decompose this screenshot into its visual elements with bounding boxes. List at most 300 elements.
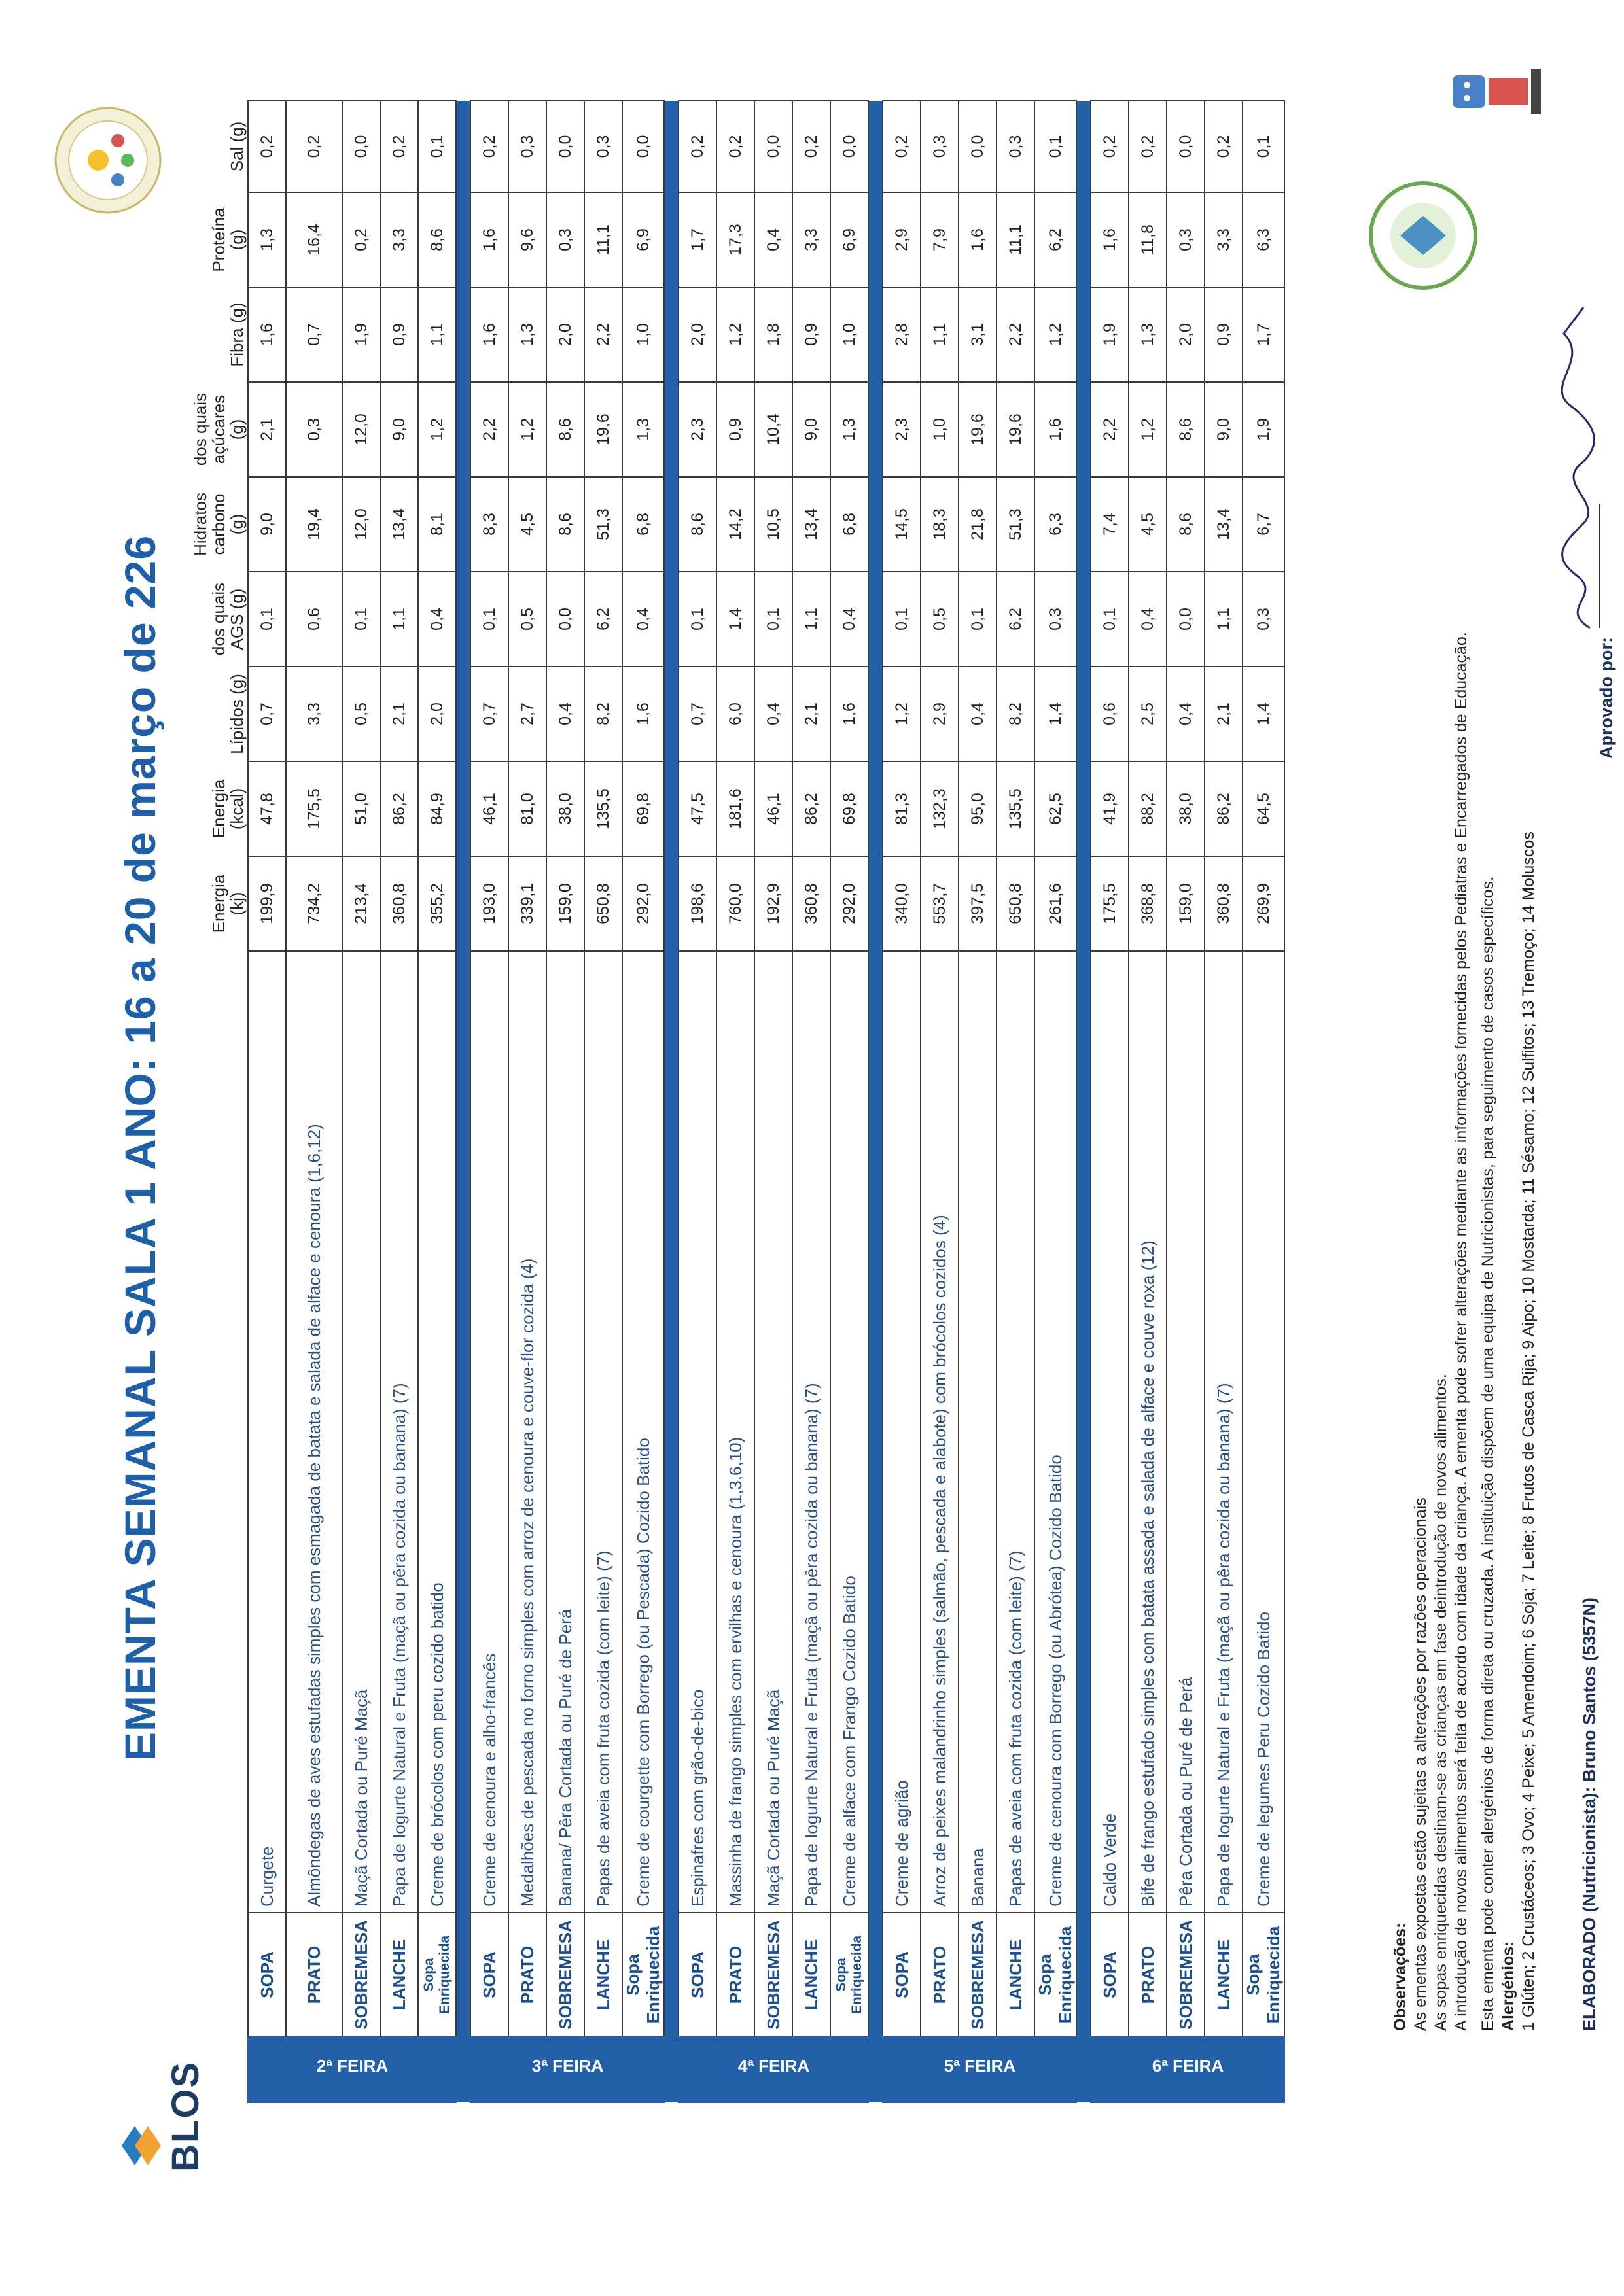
meal-description: Creme de courgette com Borrego (ou Pescada) Cozido Batido bbox=[622, 951, 664, 1913]
nutrient-value: 64,5 bbox=[1243, 761, 1284, 856]
table-row bbox=[679, 101, 716, 2102]
nutrient-value: 2,5 bbox=[1129, 667, 1167, 761]
nutrient-value: 0,0 bbox=[546, 572, 584, 667]
nutrient-value: 0,9 bbox=[380, 287, 418, 382]
nutrient-value: 1,2 bbox=[418, 382, 456, 477]
nutrient-value: 159,0 bbox=[546, 856, 584, 951]
nutrient-value: 650,8 bbox=[584, 856, 622, 951]
nutrient-value: 1,1 bbox=[921, 287, 959, 382]
nutrient-value: 213,4 bbox=[342, 856, 380, 951]
nutrient-value: 0,1 bbox=[754, 572, 792, 667]
nutrient-value: 9,0 bbox=[792, 382, 830, 477]
nutrient-value: 1,3 bbox=[248, 192, 286, 287]
nutrient-value: 13,4 bbox=[380, 477, 418, 572]
nutrient-value: 6,9 bbox=[830, 192, 868, 287]
nutrient-value: 0,3 bbox=[921, 101, 959, 192]
nutrient-value: 1,1 bbox=[1205, 572, 1243, 667]
nutrient-value: 86,2 bbox=[380, 761, 418, 856]
table-row bbox=[584, 101, 622, 2102]
nutrient-value: 12,0 bbox=[342, 477, 380, 572]
nutrient-value: 269,9 bbox=[1243, 856, 1284, 951]
nutrient-value: 8,6 bbox=[1167, 477, 1205, 572]
table-row bbox=[546, 101, 584, 2102]
nutrient-value: 12,0 bbox=[342, 382, 380, 477]
nutrient-value: 0,0 bbox=[546, 101, 584, 192]
meal-type: LANCHE bbox=[1205, 1913, 1243, 2037]
nutrient-value: 69,8 bbox=[830, 761, 868, 856]
col-header: Fibra (g) bbox=[227, 302, 247, 367]
nutrient-value: 1,6 bbox=[1091, 192, 1129, 287]
meal-description: Curgete bbox=[248, 951, 286, 1913]
meal-type: Sopa Enriquecida bbox=[1034, 1913, 1076, 2037]
nutrient-value: 11,8 bbox=[1129, 192, 1167, 287]
nutrient-value: 1,2 bbox=[1129, 382, 1167, 477]
meal-description: Papa de Iogurte Natural e Fruta (maçã ou pêra cozida ou banana) (7) bbox=[380, 951, 418, 1913]
table-row bbox=[248, 101, 286, 2102]
meal-type: PRATO bbox=[921, 1913, 959, 2037]
nutrient-value: 0,4 bbox=[1129, 572, 1167, 667]
table-row bbox=[830, 101, 868, 2102]
nutrient-value: 0,7 bbox=[470, 667, 508, 761]
col-header: dos quais açúcares (g) bbox=[190, 392, 247, 466]
nutrient-value: 1,6 bbox=[830, 667, 868, 761]
nutrient-value: 0,3 bbox=[1034, 572, 1076, 667]
nutrient-value: 0,1 bbox=[1243, 101, 1284, 192]
nutrient-value: 159,0 bbox=[1167, 856, 1205, 951]
nutrient-value: 1,4 bbox=[1034, 667, 1076, 761]
nutrient-value: 13,4 bbox=[1205, 477, 1243, 572]
nutrient-value: 175,5 bbox=[286, 761, 342, 856]
meal-type: SOBREMESA bbox=[1167, 1913, 1205, 2037]
nutrient-value: 0,1 bbox=[679, 572, 716, 667]
nutrient-value: 0,1 bbox=[959, 572, 997, 667]
table-row bbox=[959, 101, 997, 2102]
table-row bbox=[380, 101, 418, 2102]
nutrient-value: 8,2 bbox=[997, 667, 1034, 761]
mascot-icon bbox=[1439, 52, 1570, 131]
notes-heading: Observações: bbox=[1391, 1922, 1409, 2031]
nutrient-value: 19,6 bbox=[997, 382, 1034, 477]
nutrient-value: 6,7 bbox=[1243, 477, 1284, 572]
nutrient-value: 69,8 bbox=[622, 761, 664, 856]
nutrient-value: 2,1 bbox=[792, 667, 830, 761]
nutrient-value: 0,2 bbox=[716, 101, 754, 192]
nutrient-value: 84,9 bbox=[418, 761, 456, 856]
nutrient-value: 0,7 bbox=[248, 667, 286, 761]
nutrient-value: 6,8 bbox=[830, 477, 868, 572]
nutrient-value: 2,1 bbox=[248, 382, 286, 477]
table-row bbox=[1167, 101, 1205, 2102]
table-row bbox=[1243, 101, 1284, 2102]
day-separator bbox=[664, 101, 679, 2102]
nutrient-value: 38,0 bbox=[1167, 761, 1205, 856]
nutrient-value: 734,2 bbox=[286, 856, 342, 951]
col-header: Sal (g) bbox=[227, 121, 247, 172]
nutrient-value: 0,3 bbox=[1243, 572, 1284, 667]
nutrient-value: 0,9 bbox=[792, 287, 830, 382]
meal-type: LANCHE bbox=[584, 1913, 622, 2037]
nutrient-value: 132,3 bbox=[921, 761, 959, 856]
nutrient-value: 397,5 bbox=[959, 856, 997, 951]
nutrient-value: 1,1 bbox=[380, 572, 418, 667]
nutrient-value: 10,5 bbox=[754, 477, 792, 572]
nutrient-value: 0,1 bbox=[1034, 101, 1076, 192]
meal-description: Creme de agrião bbox=[883, 951, 921, 1913]
nutrient-value: 2,0 bbox=[418, 667, 456, 761]
meal-description: Papas de aveia com fruta cozida (com leite) (7) bbox=[997, 951, 1034, 1913]
nutrient-value: 0,2 bbox=[792, 101, 830, 192]
nutrient-value: 0,7 bbox=[679, 667, 716, 761]
nutrient-value: 1,7 bbox=[1243, 287, 1284, 382]
nutrient-value: 0,0 bbox=[1167, 101, 1205, 192]
nutrient-value: 360,8 bbox=[792, 856, 830, 951]
nutrient-value: 3,3 bbox=[286, 667, 342, 761]
col-header: Lípidos (g) bbox=[227, 674, 247, 754]
nutrient-value: 0,4 bbox=[418, 572, 456, 667]
nutrient-value: 11,1 bbox=[584, 192, 622, 287]
nutrient-value: 0,1 bbox=[248, 572, 286, 667]
nutrient-value: 0,0 bbox=[622, 101, 664, 192]
nutrient-value: 81,0 bbox=[508, 761, 546, 856]
meal-type: SOPA bbox=[1091, 1913, 1129, 2037]
nutrient-value: 0,9 bbox=[716, 382, 754, 477]
nutrient-value: 6,9 bbox=[622, 192, 664, 287]
nutrient-value: 88,2 bbox=[1129, 761, 1167, 856]
day-label: 4ª FEIRA bbox=[679, 2037, 868, 2102]
nutrient-value: 0,2 bbox=[679, 101, 716, 192]
nutrient-value: 2,0 bbox=[1167, 287, 1205, 382]
nutrient-value: 86,2 bbox=[792, 761, 830, 856]
nutrient-value: 0,2 bbox=[286, 101, 342, 192]
note-line: Esta ementa pode conter alergénios de forma direta ou cruzada. A instituição dispõem de uma equipa de Nutricionistas, para seguimento de casos específicos. bbox=[1479, 877, 1497, 2031]
nutrient-value: 1,0 bbox=[921, 382, 959, 477]
nutrient-value: 51,3 bbox=[584, 477, 622, 572]
menu-body bbox=[248, 101, 1284, 2102]
nutrient-value: 1,2 bbox=[716, 287, 754, 382]
nutrient-value: 0,1 bbox=[342, 572, 380, 667]
allergens-heading: Alergénios: bbox=[1499, 1941, 1517, 2031]
nutrient-value: 6,2 bbox=[997, 572, 1034, 667]
nutrient-value: 38,0 bbox=[546, 761, 584, 856]
nutrient-value: 135,5 bbox=[997, 761, 1034, 856]
day-label: 3ª FEIRA bbox=[470, 2037, 664, 2102]
meal-description: Arroz de peixes malandrinho simples (salmão, pescada e alabote) com brócolos cozidos (4) bbox=[921, 951, 959, 1913]
nutrient-value: 339,1 bbox=[508, 856, 546, 951]
meal-description: Creme de cenoura com Borrego (ou Abrótea) Cozido Batido bbox=[1034, 951, 1076, 1913]
meal-description: Creme de alface com Frango Cozido Batido bbox=[830, 951, 868, 1913]
table-row bbox=[883, 101, 921, 2102]
meal-type: SOBREMESA bbox=[342, 1913, 380, 2037]
nutrient-value: 4,5 bbox=[508, 477, 546, 572]
nutrient-value: 6,0 bbox=[716, 667, 754, 761]
menu-table bbox=[191, 100, 1285, 2103]
nutrient-value: 1,6 bbox=[470, 287, 508, 382]
nutrient-value: 47,8 bbox=[248, 761, 286, 856]
nutrient-value: 6,3 bbox=[1243, 192, 1284, 287]
nutrient-value: 0,5 bbox=[508, 572, 546, 667]
nutrient-value: 0,4 bbox=[546, 667, 584, 761]
elaborado-by: ELABORADO (Nutricionista): Bruno Santos (5357N) bbox=[1580, 1597, 1599, 2031]
nutrient-value: 1,2 bbox=[883, 667, 921, 761]
nutrient-value: 292,0 bbox=[622, 856, 664, 951]
nutrient-value: 2,7 bbox=[508, 667, 546, 761]
nutrient-value: 1,3 bbox=[1129, 287, 1167, 382]
meal-type: PRATO bbox=[1129, 1913, 1167, 2037]
col-header: Energia (kcal) bbox=[209, 779, 247, 839]
nutrient-value: 1,8 bbox=[754, 287, 792, 382]
nutrient-value: 0,4 bbox=[622, 572, 664, 667]
note-line: As ementas expostas estão sujeitas a alterações por razões operacionais bbox=[1411, 1497, 1430, 2031]
nutrient-value: 1,9 bbox=[342, 287, 380, 382]
meal-type: SOPA bbox=[679, 1913, 716, 2037]
nutrient-value: 0,7 bbox=[286, 287, 342, 382]
nutrient-value: 1,6 bbox=[959, 192, 997, 287]
nutrient-value: 8,6 bbox=[1167, 382, 1205, 477]
meal-type: PRATO bbox=[508, 1913, 546, 2037]
table-row bbox=[418, 101, 456, 2102]
table-row bbox=[1129, 101, 1167, 2102]
note-line: As sopas enriquecidas destinam-se as crianças em fase deintrodução de novos alimentos. bbox=[1432, 1374, 1450, 2031]
nutrient-value: 355,2 bbox=[418, 856, 456, 951]
nutrient-value: 1,6 bbox=[248, 287, 286, 382]
nutrient-value: 0,1 bbox=[418, 101, 456, 192]
nutrient-value: 2,1 bbox=[380, 667, 418, 761]
nutrient-value: 0,2 bbox=[1129, 101, 1167, 192]
nutrient-value: 1,9 bbox=[1091, 287, 1129, 382]
nutrient-value: 192,9 bbox=[754, 856, 792, 951]
meal-type: SOBREMESA bbox=[754, 1913, 792, 2037]
nutrient-value: 0,2 bbox=[470, 101, 508, 192]
nutrient-value: 8,6 bbox=[418, 192, 456, 287]
meal-type: SOBREMESA bbox=[546, 1913, 584, 2037]
nutrient-value: 2,3 bbox=[883, 382, 921, 477]
meal-description: Pêra Cortada ou Puré de Perá bbox=[1167, 951, 1205, 1913]
nutrient-value: 368,8 bbox=[1129, 856, 1167, 951]
allergens-list: 1 Glúten; 2 Crustáceos; 3 Ovo; 4 Peixe; 5 Amendoim; 6 Soja; 7 Leite; 8 Frutos de Casca Rija; 9 Aipo; 10 Mostarda; 11 Sésamo; 12 Sulfitos; 13 Tremoço; 14 Moluscos bbox=[1519, 831, 1538, 2031]
nutrient-value: 3,3 bbox=[380, 192, 418, 287]
nutrient-value: 18,3 bbox=[921, 477, 959, 572]
nutrient-value: 1,3 bbox=[830, 382, 868, 477]
nutrient-value: 1,0 bbox=[830, 287, 868, 382]
nutrient-value: 8,2 bbox=[584, 667, 622, 761]
meal-type: Sopa Enriquecida bbox=[1243, 1913, 1284, 2037]
nutrient-value: 292,0 bbox=[830, 856, 868, 951]
table-row bbox=[622, 101, 664, 2102]
nutrient-value: 0,6 bbox=[286, 572, 342, 667]
meal-type: PRATO bbox=[286, 1913, 342, 2037]
nutrient-value: 0,1 bbox=[1091, 572, 1129, 667]
table-row bbox=[997, 101, 1034, 2102]
nutrient-value: 0,1 bbox=[470, 572, 508, 667]
nutrient-value: 0,5 bbox=[342, 667, 380, 761]
day-label: 2ª FEIRA bbox=[248, 2037, 456, 2102]
table-row bbox=[1034, 101, 1076, 2102]
header-row bbox=[191, 101, 248, 2102]
nutrient-value: 13,4 bbox=[792, 477, 830, 572]
nutrient-value: 17,3 bbox=[716, 192, 754, 287]
day-separator bbox=[868, 101, 883, 2102]
nutrient-value: 760,0 bbox=[716, 856, 754, 951]
nutrient-value: 2,0 bbox=[679, 287, 716, 382]
nutrient-value: 7,9 bbox=[921, 192, 959, 287]
meal-description: Bife de frango estufado simples com batata assada e salada de alface e couve roxa (12) bbox=[1129, 951, 1167, 1913]
nutrient-value: 198,6 bbox=[679, 856, 716, 951]
nutrient-value: 0,3 bbox=[997, 101, 1034, 192]
nutrient-value: 6,2 bbox=[1034, 192, 1076, 287]
nutrient-value: 46,1 bbox=[470, 761, 508, 856]
nutrient-value: 1,6 bbox=[622, 667, 664, 761]
nutrient-value: 0,0 bbox=[959, 101, 997, 192]
nutrient-value: 0,4 bbox=[754, 667, 792, 761]
meal-description: Papa de Iogurte Natural e Fruta (maçã ou pêra cozida ou banana) (7) bbox=[792, 951, 830, 1913]
nutrient-value: 0,3 bbox=[1167, 192, 1205, 287]
meal-type: SOPA bbox=[248, 1913, 286, 2037]
nutrient-value: 14,2 bbox=[716, 477, 754, 572]
nutrient-value: 2,2 bbox=[584, 287, 622, 382]
col-header: Hidratos carbono (g) bbox=[190, 493, 247, 556]
meal-description: Papas de aveia com fruta cozida (com leite) (7) bbox=[584, 951, 622, 1913]
col-header: dos quais AGS (g) bbox=[209, 582, 247, 656]
nutrient-value: 0,2 bbox=[380, 101, 418, 192]
meal-description: Creme de cenoura e alho-francês bbox=[470, 951, 508, 1913]
nutrient-value: 2,3 bbox=[679, 382, 716, 477]
nutrient-value: 261,6 bbox=[1034, 856, 1076, 951]
nutrient-value: 1,1 bbox=[792, 572, 830, 667]
nutrient-value: 95,0 bbox=[959, 761, 997, 856]
day-label: 6ª FEIRA bbox=[1091, 2037, 1284, 2102]
nutrient-value: 8,6 bbox=[679, 477, 716, 572]
meal-description: Maçã Cortada ou Puré Maçã bbox=[342, 951, 380, 1913]
meal-description: Medalhões de pescada no forno simples com arroz de cenoura e couve-flor cozida (4) bbox=[508, 951, 546, 1913]
nutrient-value: 0,2 bbox=[342, 192, 380, 287]
seal-icon bbox=[1361, 164, 1485, 307]
meal-description: Papa de Iogurte Natural e Fruta (maçã ou pêra cozida ou banana) (7) bbox=[1205, 951, 1243, 1913]
meal-description: Almôndegas de aves estufadas simples com esmagada de batata e salada de alface e cenoura (1,6,12) bbox=[286, 951, 342, 1913]
nutrient-value: 360,8 bbox=[380, 856, 418, 951]
table-row bbox=[754, 101, 792, 2102]
nutrient-value: 0,6 bbox=[1091, 667, 1129, 761]
nutrient-value: 11,1 bbox=[997, 192, 1034, 287]
nutrient-value: 0,3 bbox=[508, 101, 546, 192]
nutrient-value: 553,7 bbox=[921, 856, 959, 951]
nutrient-value: 199,9 bbox=[248, 856, 286, 951]
table-row bbox=[508, 101, 546, 2102]
meal-type: Sopa Enriquecida bbox=[622, 1913, 664, 2037]
meal-type: LANCHE bbox=[380, 1913, 418, 2037]
signature-icon bbox=[1544, 294, 1610, 635]
nutrient-value: 2,2 bbox=[1091, 382, 1129, 477]
meal-description: Maçã Cortada ou Puré Maçã bbox=[754, 951, 792, 1913]
nutrient-value: 51,3 bbox=[997, 477, 1034, 572]
nutrient-value: 8,1 bbox=[418, 477, 456, 572]
brand-name: BLOS bbox=[164, 2061, 207, 2172]
note-line: A introdução de novos alimentos será feita de acordo com idade da criança. A ementa pode sofrer alterações mediante as informações fornecidas pelos Pediatras e Encarregados de Educação. bbox=[1452, 632, 1470, 2031]
nutrient-value: 51,0 bbox=[342, 761, 380, 856]
nutrient-value: 47,5 bbox=[679, 761, 716, 856]
nutrient-value: 0,4 bbox=[1167, 667, 1205, 761]
page-title: EMENTA SEMANAL SALA 1 ANO: 16 a 20 de março de 226 bbox=[116, 534, 164, 1762]
nutrient-value: 135,5 bbox=[584, 761, 622, 856]
nutrient-value: 2,8 bbox=[883, 287, 921, 382]
nutrient-value: 62,5 bbox=[1034, 761, 1076, 856]
nutrient-value: 2,9 bbox=[921, 667, 959, 761]
day-separator bbox=[1076, 101, 1091, 2102]
nutrient-value: 0,2 bbox=[883, 101, 921, 192]
notes-block bbox=[1390, 101, 1539, 2031]
meal-description: Banana bbox=[959, 951, 997, 1913]
nutrient-value: 2,9 bbox=[883, 192, 921, 287]
nutrient-value: 86,2 bbox=[1205, 761, 1243, 856]
nutrient-value: 0,1 bbox=[883, 572, 921, 667]
nutrient-value: 6,2 bbox=[584, 572, 622, 667]
nutrient-value: 0,5 bbox=[921, 572, 959, 667]
meal-type: LANCHE bbox=[792, 1913, 830, 2037]
nutrient-value: 0,4 bbox=[830, 572, 868, 667]
nutrient-value: 1,2 bbox=[508, 382, 546, 477]
meal-description: Massinha de frango simples com ervilhas e cenoura (1,3,6,10) bbox=[716, 951, 754, 1913]
nutrient-value: 0,3 bbox=[546, 192, 584, 287]
meal-description: Caldo Verde bbox=[1091, 951, 1129, 1913]
nutrient-value: 8,6 bbox=[546, 477, 584, 572]
nutrient-value: 360,8 bbox=[1205, 856, 1243, 951]
nutrient-value: 19,6 bbox=[959, 382, 997, 477]
nutrient-value: 21,8 bbox=[959, 477, 997, 572]
nutrient-value: 0,2 bbox=[248, 101, 286, 192]
nutrient-value: 9,0 bbox=[380, 382, 418, 477]
nutrient-value: 0,3 bbox=[584, 101, 622, 192]
nutrient-value: 9,0 bbox=[248, 477, 286, 572]
meal-description: Espinafres com grão-de-bico bbox=[679, 951, 716, 1913]
nutrient-value: 16,4 bbox=[286, 192, 342, 287]
meal-description: Creme de brócolos com peru cozido batido bbox=[418, 951, 456, 1913]
nutrient-value: 7,4 bbox=[1091, 477, 1129, 572]
nutrient-value: 0,0 bbox=[1167, 572, 1205, 667]
nutrient-value: 0,9 bbox=[1205, 287, 1243, 382]
nutrient-value: 10,4 bbox=[754, 382, 792, 477]
nutrient-value: 0,2 bbox=[1091, 101, 1129, 192]
nutrient-value: 8,3 bbox=[470, 477, 508, 572]
nutrient-value: 1,7 bbox=[679, 192, 716, 287]
table-row bbox=[716, 101, 754, 2102]
table-row bbox=[1205, 101, 1243, 2102]
nutrient-value: 19,6 bbox=[584, 382, 622, 477]
nutrient-value: 3,3 bbox=[1205, 192, 1243, 287]
col-header: Energia (kj) bbox=[209, 874, 247, 933]
nutrient-value: 1,6 bbox=[1034, 382, 1076, 477]
nutrient-value: 1,4 bbox=[716, 572, 754, 667]
table-row bbox=[470, 101, 508, 2102]
nutrient-value: 175,5 bbox=[1091, 856, 1129, 951]
nutrient-value: 1,4 bbox=[1243, 667, 1284, 761]
nutrient-value: 9,0 bbox=[1205, 382, 1243, 477]
nutrient-value: 2,0 bbox=[546, 287, 584, 382]
nutrient-value: 6,8 bbox=[622, 477, 664, 572]
meal-type: LANCHE bbox=[997, 1913, 1034, 2037]
nutrient-value: 3,3 bbox=[792, 192, 830, 287]
nutrient-value: 81,3 bbox=[883, 761, 921, 856]
meal-type: Sopa Enriquecida bbox=[418, 1913, 456, 2037]
nutrient-value: 0,4 bbox=[959, 667, 997, 761]
nutrient-value: 3,1 bbox=[959, 287, 997, 382]
nutrient-value: 0,0 bbox=[830, 101, 868, 192]
nutrient-value: 1,6 bbox=[470, 192, 508, 287]
meal-type: SOPA bbox=[470, 1913, 508, 2037]
table-row bbox=[921, 101, 959, 2102]
table-row bbox=[792, 101, 830, 2102]
meal-type: SOBREMESA bbox=[959, 1913, 997, 2037]
table-row bbox=[1091, 101, 1129, 2102]
nutrient-value: 2,2 bbox=[997, 287, 1034, 382]
